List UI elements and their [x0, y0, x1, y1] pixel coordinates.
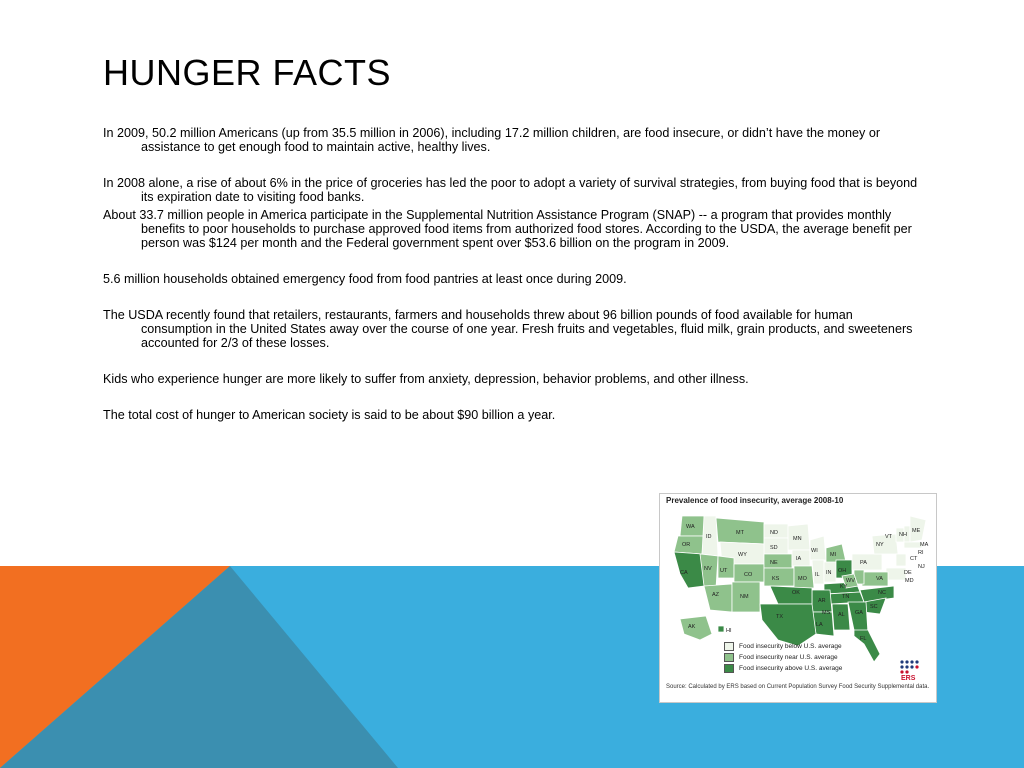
svg-text:VT: VT [885, 534, 893, 540]
svg-text:SD: SD [770, 545, 778, 551]
svg-text:LA: LA [816, 622, 823, 628]
svg-text:OK: OK [792, 590, 800, 596]
swatch-near [724, 653, 734, 662]
legend-item-below [724, 641, 842, 652]
svg-text:ME: ME [912, 528, 921, 534]
svg-text:AZ: AZ [712, 592, 720, 598]
map-legend [724, 641, 842, 674]
svg-text:NV: NV [704, 566, 712, 572]
svg-text:CT: CT [910, 556, 918, 562]
svg-text:AK: AK [688, 624, 696, 630]
map-title: Prevalence of food insecurity, average 2008-10 [666, 496, 844, 505]
svg-text:UT: UT [720, 568, 728, 574]
svg-text:DE: DE [904, 570, 912, 576]
body-text [103, 126, 923, 422]
svg-text:WY: WY [738, 552, 747, 558]
legend-label-below: Food insecurity below U.S. average [739, 643, 842, 650]
svg-text:NE: NE [770, 560, 778, 566]
svg-text:MO: MO [798, 576, 807, 582]
paragraph-food-insecure: In 2009, 50.2 million Americans (up from 35.5 million in 2006), including 17.2 million children, are food insecure, or didn’t have the money or assistance to get enough food to maintain active, healthy lives. [103, 126, 881, 154]
svg-text:CA: CA [680, 570, 688, 576]
swatch-above [724, 664, 734, 673]
svg-text:AR: AR [818, 598, 826, 604]
paragraph-cost-of-hunger: The total cost of hunger to American society is said to be about $90 billion a year. [103, 408, 556, 422]
svg-text:GA: GA [855, 610, 863, 616]
page-title: HUNGER FACTS [103, 52, 392, 93]
svg-text:PA: PA [860, 560, 867, 566]
paragraph-snap: About 33.7 million people in America participate in the Supplemental Nutrition Assistance Program (SNAP) -- a program that provides monthly benefits to poor households to purchase approved food items from authorized food stores. According to the USDA, the average benefit per person was $124 per month and the Federal government spent over $53.6 billion on the program in 2009. [103, 208, 912, 250]
svg-text:MT: MT [736, 530, 744, 536]
svg-text:ID: ID [706, 534, 712, 540]
svg-text:MN: MN [793, 536, 802, 542]
svg-text:AL: AL [838, 612, 845, 618]
svg-text:NJ: NJ [918, 564, 925, 570]
svg-text:WA: WA [686, 524, 695, 530]
svg-text:CO: CO [744, 572, 753, 578]
svg-text:KY: KY [840, 584, 848, 590]
paragraph-food-pantries: 5.6 million households obtained emergency food from food pantries at least once during 2009. [103, 272, 627, 286]
svg-text:ND: ND [770, 530, 778, 536]
legend-label-near: Food insecurity near U.S. average [739, 654, 838, 661]
svg-text:KS: KS [772, 576, 780, 582]
svg-text:RI: RI [918, 550, 924, 556]
svg-text:TN: TN [842, 594, 850, 600]
ers-logo-text: ERS [901, 675, 916, 682]
svg-text:IL: IL [815, 572, 820, 578]
legend-item-near [724, 652, 842, 663]
food-insecurity-map [659, 493, 937, 703]
svg-text:NH: NH [899, 532, 907, 538]
paragraph-grocery-prices: In 2008 alone, a rise of about 6% in the price of groceries has led the poor to adopt a variety of survival strategies, from buying food that is beyond its expiration date to visiting food banks. [103, 176, 918, 204]
svg-text:IN: IN [826, 570, 832, 576]
svg-text:NY: NY [876, 542, 884, 548]
paragraph-kids-hunger: Kids who experience hunger are more likely to suffer from anxiety, depression, behavior problems, and other illness. [103, 372, 749, 386]
svg-text:VA: VA [876, 576, 883, 582]
svg-text:OR: OR [682, 542, 691, 548]
map-source-note: Source: Calculated by ERS based on Current Population Survey Food Security Supplemental data. [666, 684, 930, 690]
paragraph-food-waste: The USDA recently found that retailers, restaurants, farmers and households threw about 96 billion pounds of food available for human consumption in the United States away over the course of one year. Fresh fruits and vegetables, fluid milk, grain products, and sweeteners accounted for 2/3 of these losses. [103, 308, 913, 350]
svg-text:NM: NM [740, 594, 749, 600]
svg-text:OH: OH [838, 568, 847, 574]
legend-label-above: Food insecurity above U.S. average [739, 665, 843, 672]
swatch-below [724, 642, 734, 651]
svg-text:MI: MI [830, 552, 837, 558]
svg-text:MD: MD [905, 578, 914, 584]
svg-text:HI: HI [726, 628, 732, 634]
svg-text:SC: SC [870, 604, 878, 610]
svg-text:IA: IA [796, 556, 802, 562]
svg-text:NC: NC [878, 590, 886, 596]
svg-text:TX: TX [776, 614, 784, 620]
svg-text:MS: MS [822, 610, 831, 616]
svg-text:MA: MA [920, 542, 929, 548]
svg-text:WV: WV [846, 578, 855, 584]
svg-text:FL: FL [860, 636, 867, 642]
legend-item-above [724, 663, 842, 674]
svg-text:WI: WI [811, 548, 818, 554]
